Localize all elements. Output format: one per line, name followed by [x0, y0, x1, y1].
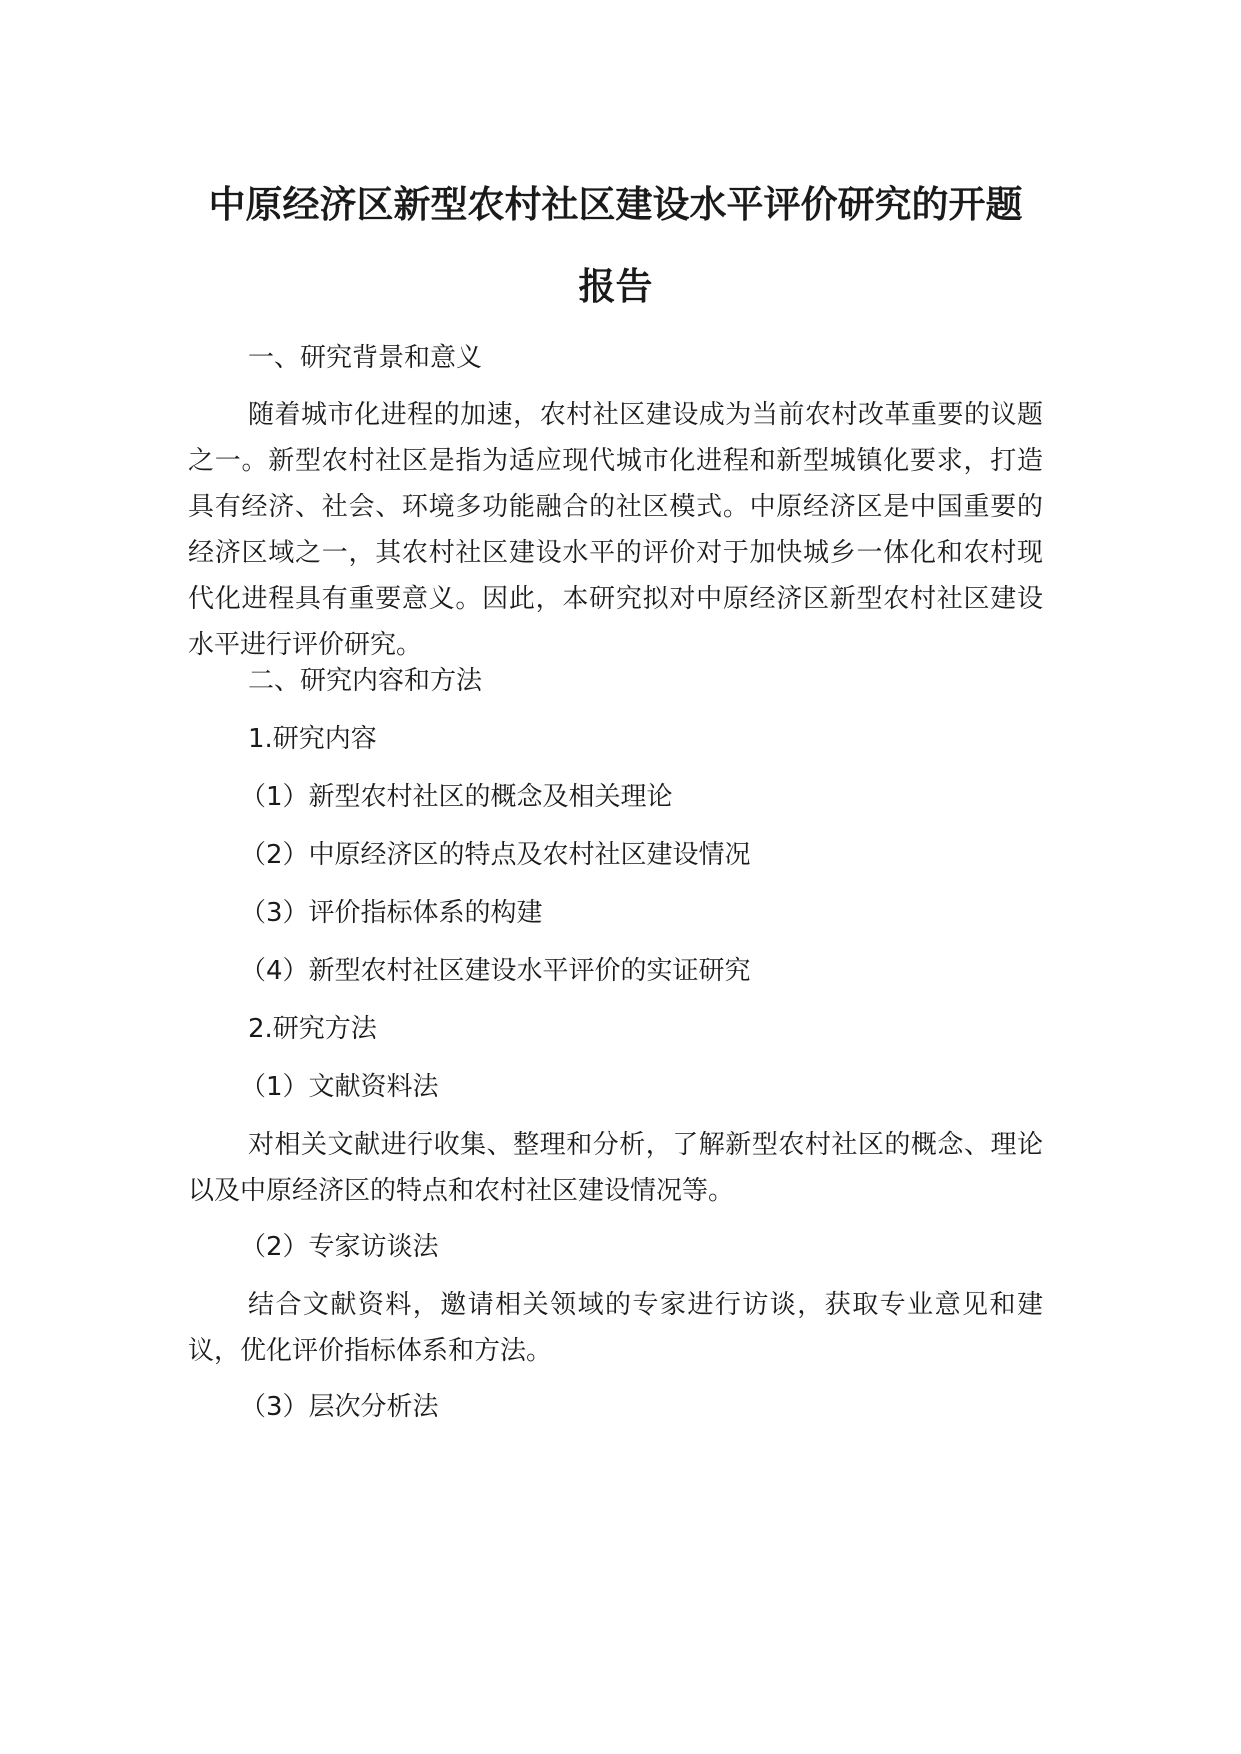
section2-heading: 二、研究内容和方法 — [248, 666, 483, 696]
content-item-3: （3）评价指标体系的构建 — [240, 898, 543, 928]
content-item-4: （4）新型农村社区建设水平评价的实证研究 — [240, 956, 751, 986]
method1-paragraph: 对相关文献进行收集、整理和分析，了解新型农村社区的概念、理论以及中原经济区的特点和农村社区建设情况等。 — [188, 1130, 1043, 1206]
section1-heading: 一、研究背景和意义 — [248, 343, 483, 373]
method3-heading: （3）层次分析法 — [240, 1392, 439, 1422]
method2-heading: （2）专家访谈法 — [240, 1232, 439, 1262]
section1-paragraph: 随着城市化进程的加速，农村社区建设成为当前农村改革重要的议题之一。新型农村社区是指为适应现代城市化进程和新型城镇化要求，打造具有经济、社会、环境多功能融合的社区模式。中原经济区是中国重要的经济区域之一，其农村社区建设水平的评价对于加快城乡一体化和农村现代化进程具有重要意义。因此，本研究拟对中原经济区新型农村社区建设水平进行评价研究。 — [188, 400, 1043, 660]
research-content-heading: 1.研究内容 — [248, 724, 377, 754]
method1-heading: （1）文献资料法 — [240, 1072, 439, 1102]
content-item-2: （2）中原经济区的特点及农村社区建设情况 — [240, 840, 751, 870]
document-title-line2: 报告 — [578, 265, 653, 308]
research-methods-heading: 2.研究方法 — [248, 1014, 377, 1044]
method2-paragraph: 结合文献资料，邀请相关领域的专家进行访谈，获取专业意见和建议，优化评价指标体系和方法。 — [188, 1290, 1043, 1366]
content-item-1: （1）新型农村社区的概念及相关理论 — [240, 782, 673, 812]
document-title-line1: 中原经济区新型农村社区建设水平评价研究的开题 — [208, 183, 1023, 226]
